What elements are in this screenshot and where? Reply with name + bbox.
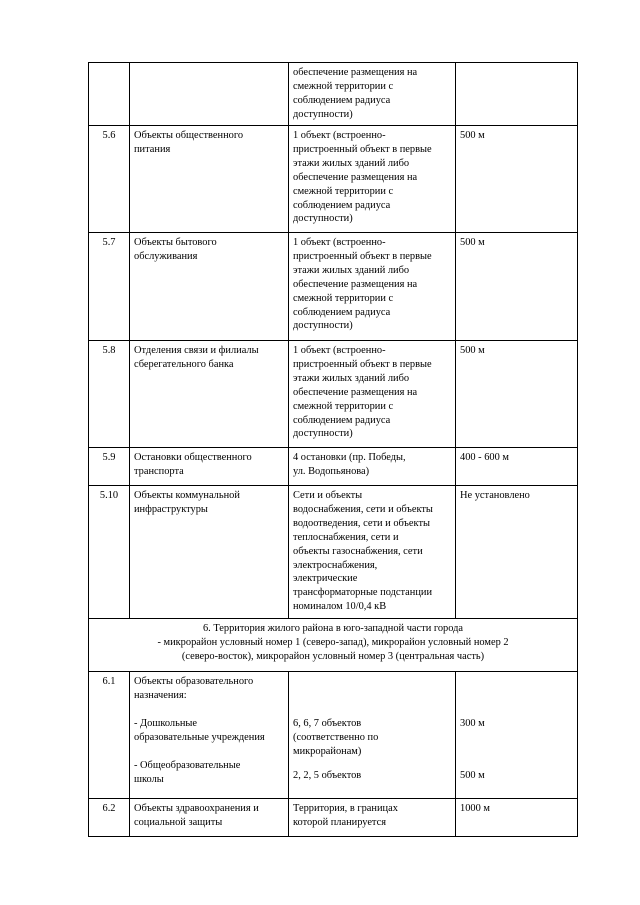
facility-name: [130, 63, 289, 126]
row-number: 5.7: [89, 233, 130, 341]
table-row: [89, 63, 578, 126]
facility-norm: 4 остановки (пр. Победы, ул. Водопьянова): [289, 448, 456, 486]
section-row: [89, 619, 578, 672]
accessibility-radius: 500 м: [456, 233, 578, 341]
facilities-table: [88, 62, 578, 837]
radius-subitem: 500 м: [460, 769, 485, 781]
facility-norm: 1 объект (встроенно- пристроенный объект в первые этажи жилых зданий либо обеспечение размещения на смежной территории с соблюдением радиуса доступности): [289, 341, 456, 448]
accessibility-radius: 500 м: [456, 126, 578, 233]
facility-name: Объекты коммунальной инфраструктуры: [130, 486, 289, 619]
radius-subitem: 300 м: [460, 718, 485, 729]
row-number: 5.9: [89, 448, 130, 486]
facility-name: Объекты бытового обслуживания: [130, 233, 289, 341]
section-heading: 6. Территория жилого района в юго-западной части города - микрорайон условный номер 1 (северо-запад), микрорайон условный номер 2 (северо-восток), микрорайон условный номер 3 (центральная часть): [89, 619, 578, 672]
facility-norm: Территория, в границах которой планируется: [289, 799, 456, 837]
facility-subitem: - Общеобразовательные школы: [134, 759, 241, 785]
row-number: [89, 63, 130, 126]
facility-norm: обеспечение размещения на смежной территории с соблюдением радиуса доступности): [289, 63, 456, 126]
table-row: [89, 341, 578, 448]
table-row: [89, 672, 578, 799]
facility-name: Объекты общественного питания: [130, 126, 289, 233]
row-number: 6.1: [89, 672, 130, 799]
norm-subitem: 2, 2, 5 объектов: [293, 769, 362, 781]
facility-name: Объекты здравоохранения и социальной защиты: [130, 799, 289, 837]
accessibility-radius: 400 - 600 м: [456, 448, 578, 486]
row-number: 6.2: [89, 799, 130, 837]
accessibility-radius: Не установлено: [456, 486, 578, 619]
facility-norm: [289, 672, 456, 799]
facility-norm: 1 объект (встроенно- пристроенный объект в первые этажи жилых зданий либо обеспечение размещения на смежной территории с соблюдением радиуса доступности): [289, 126, 456, 233]
table-row: [89, 126, 578, 233]
accessibility-radius: [456, 672, 578, 799]
facility-name: [130, 672, 289, 799]
norm-subitem: 6, 6, 7 объектов (соответственно по микрорайонам): [293, 718, 379, 757]
table-row: [89, 448, 578, 486]
accessibility-radius: 500 м: [456, 341, 578, 448]
facility-norm: Сети и объекты водоснабжения, сети и объекты водоотведения, сети и объекты теплоснабжения, сети и объекты газоснабжения, сети электроснабжения, электрические трансформаторные подстанции номиналом 10/0,4 кВ: [289, 486, 456, 619]
row-number: 5.10: [89, 486, 130, 619]
accessibility-radius: 1000 м: [456, 799, 578, 837]
facility-group-title: Объекты образовательного назначения:: [134, 676, 254, 701]
table-row: [89, 799, 578, 837]
row-number: 5.8: [89, 341, 130, 448]
facility-name: Остановки общественного транспорта: [130, 448, 289, 486]
facility-norm: 1 объект (встроенно- пристроенный объект в первые этажи жилых зданий либо обеспечение размещения на смежной территории с соблюдением радиуса доступности): [289, 233, 456, 341]
accessibility-radius: [456, 63, 578, 126]
table-row: [89, 233, 578, 341]
table-row: [89, 486, 578, 619]
facility-name: Отделения связи и филиалы сберегательного банка: [130, 341, 289, 448]
row-number: 5.6: [89, 126, 130, 233]
facility-subitem: - Дошкольные образовательные учреждения: [134, 717, 265, 743]
